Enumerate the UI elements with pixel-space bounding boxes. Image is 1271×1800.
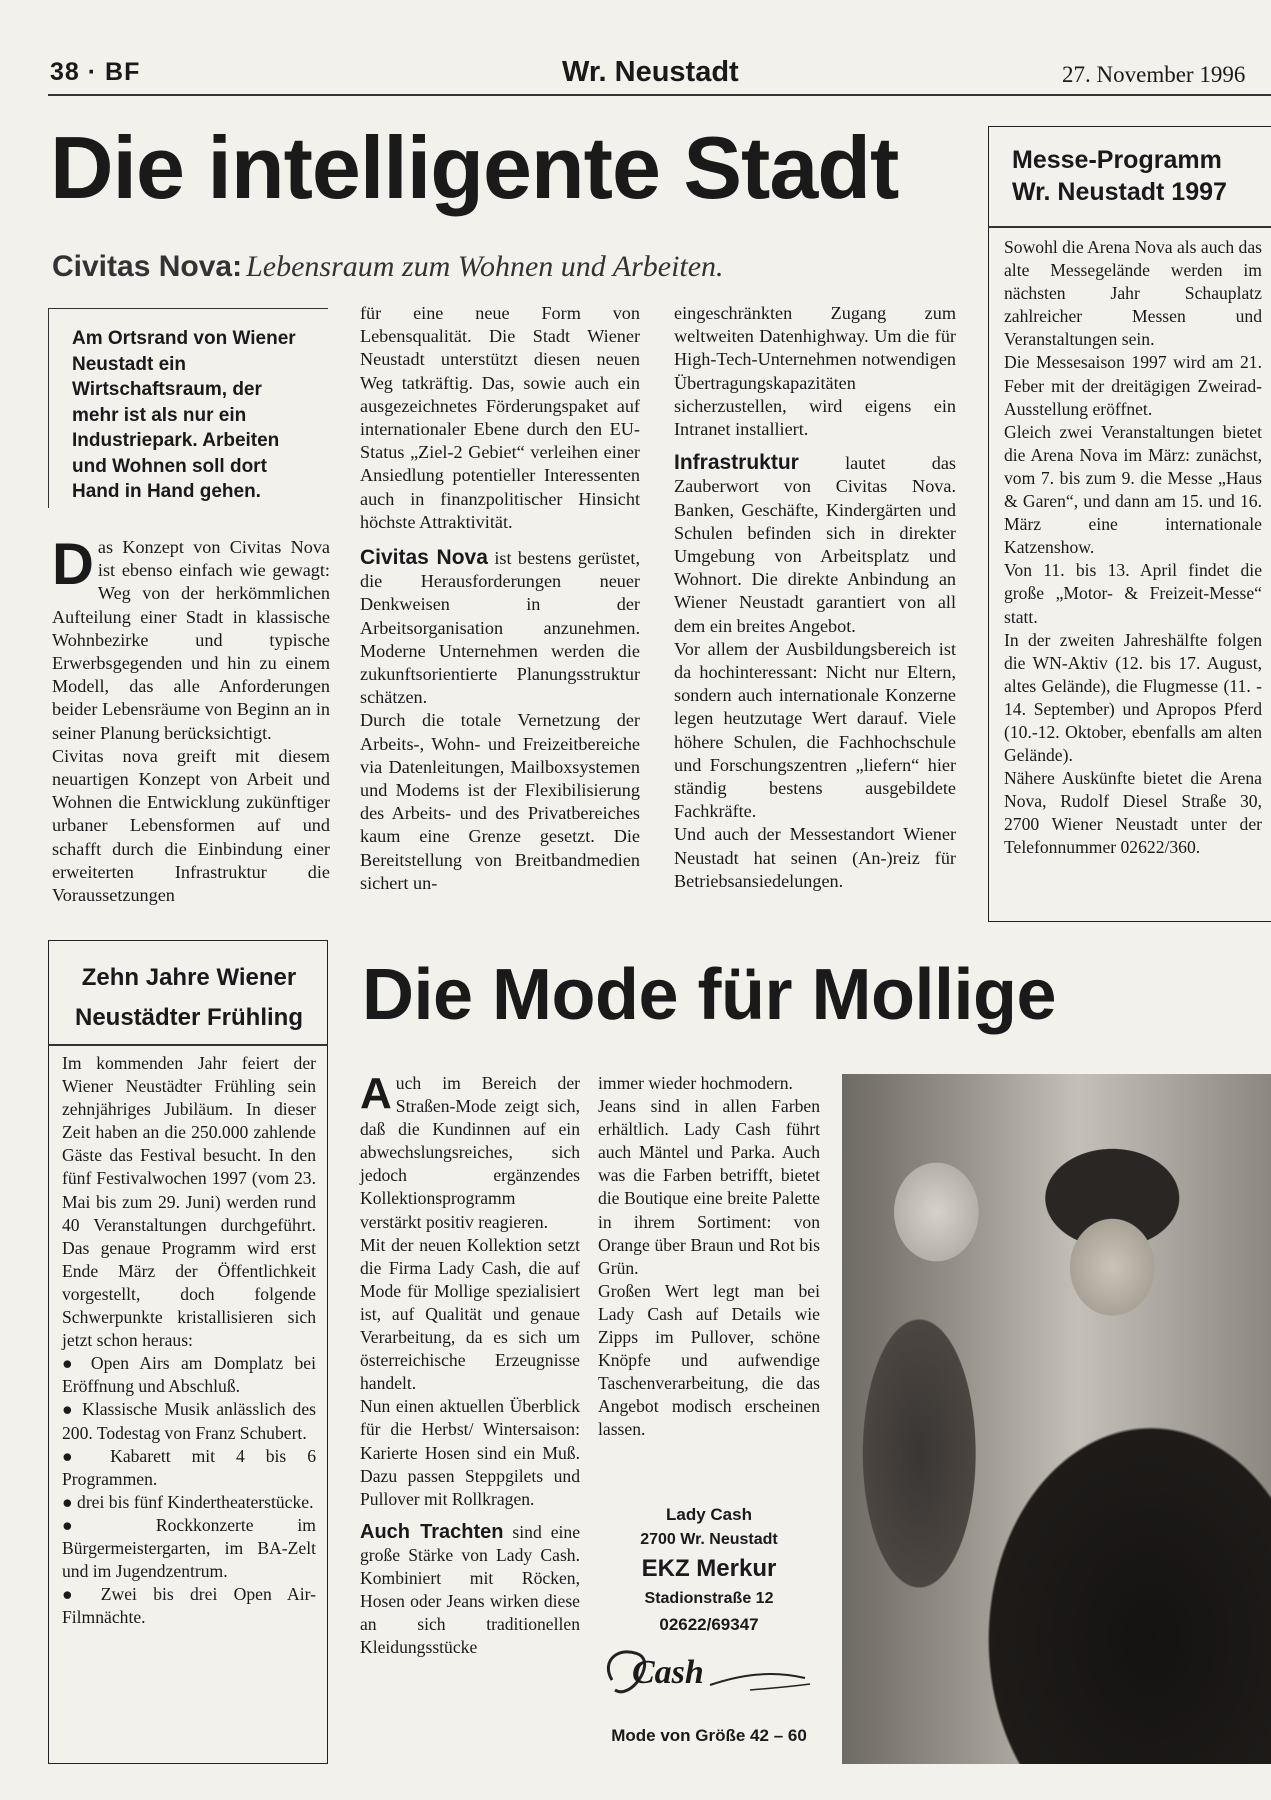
mode-column-2 xyxy=(598,1072,820,1442)
ad-phone: 02622/69347 xyxy=(659,1615,759,1634)
messe-para2: Die Messesaison 1997 wird am 21. Feber mit der dreitägigen Zweirad-Ausstellung eröffnet. xyxy=(1004,352,1262,419)
main-headline: Die intelligente Stadt xyxy=(50,118,899,217)
messe-title-rule xyxy=(988,226,1271,228)
mode-col2-para2: Jeans sind in allen Farben erhältlich. Lady Cash führt auch Mäntel und Parka. Auch was die Farben betrifft, bietet die Boutique eine breite Palette in ihrem Sortiment: von Orange über Braun und Rot bis Grün. xyxy=(598,1096,820,1278)
mode-col1-subhead: Auch Trachten xyxy=(360,1520,504,1543)
messe-para5: In der zweiten Jahreshälfte folgen die WN-Aktiv (12. bis 17. August, altes Gelände), die Flugmesse (11. - 14. September) und Apropos Pferd (10.-12. Oktober, ebenfalls am alten Gelände). xyxy=(1004,629,1262,766)
main-col2-para3: Durch die totale Vernetzung der Arbeits-, Wohn- und Freizeitbereiche via Datenleitungen, Mailboxsystemen und Modems ist der Flexibilisierung des Arbeits- und des Privatbereiches kaum eine Grenze gesetzt. Die Bereitstellung von Breitbandmedien sichert un- xyxy=(360,710,640,893)
main-col3-para2: Infrastruktur lautet das Zauberwort von Civitas Nova. Banken, Geschäfte, Kindergärten und Schulen befinden sich in direkter Umgebung von Arbeitsplatz und Wohnort. Die direkte Anbindung an Wiener Neustadt garantiert von all dem ein breites Angebot. xyxy=(674,451,956,636)
mode-col1-para3: Nun einen aktuellen Überblick für die Herbst/ Wintersaison: Karierte Hosen sind ein Muß. Dazu passen Steppgilets und Pullover mit Rollkragen. xyxy=(360,1396,580,1509)
ad-sizes: Mode von Größe 42 – 60 xyxy=(611,1726,807,1745)
ad-shop-name: Lady Cash xyxy=(666,1505,752,1524)
issue-date: 27. November 1996 xyxy=(1062,62,1246,87)
main-column-1 xyxy=(52,532,330,907)
mode-col1-para2: Mit der neuen Kollektion setzt die Firma Lady Cash, die auf Mode für Mollige spezialisiert ist, auf Qualität und genaue Verarbeitung, da es sich um österreichische Erzeugnisse handelt. xyxy=(360,1234,580,1394)
messe-box-text xyxy=(1004,236,1262,860)
lead-text: Am Ortsrand von Wiener Neustadt ein Wirtschaftsraum, der mehr ist als nur ein Industriepark. Arbeiten und Wohnen soll dort Hand in Hand gehen. xyxy=(72,328,296,502)
main-column-2 xyxy=(360,302,640,895)
messe-para1: Sowohl die Arena Nova als auch das alte Messegelände werden im nächsten Jahr Schauplatz zahlreicher Messen und Veranstaltungen sein. xyxy=(1004,237,1262,350)
fruehling-intro: Im kommenden Jahr feiert der Wiener Neustädter Frühling sein zehnjähriges Jubiläum. In dieser Zeit haben an die 250.000 zahlende Gäste das Festival besucht. In den fünf Festivalwochen 1997 (vom 23. Mai bis zum 29. Juni) werden rund 40 Veranstaltungen durchgeführt. Das genaue Programm wird erst Ende März der Öffentlichkeit vorgestellt, doch folgende Schwerpunkte kristallisieren sich jetzt schon heraus: xyxy=(62,1053,316,1351)
mode-col1-para1: Auch im Bereich der Straßen-Mode zeigt sich, daß die Kundinnen auf ein abwechslungsreiches, sich jedoch ergänzendes Kollektionsprogramm verstärkt positiv reagieren. xyxy=(360,1069,580,1232)
main-subtitle xyxy=(52,250,952,284)
main-col2-para1: für eine neue Form von Lebensqualität. Die Stadt Wiener Neustadt unterstützt diesen neuen Weg tatkräftig. Das, sowie auch ein ausgezeichnetes Förderungspaket auf internationaler Ebene durch den EU-Status „Ziel-2 Gebiet“ verleihen einer Ansiedlung potentieller Interessenten auch in finanzpolitischer Hinsicht höchste Attraktivität. xyxy=(360,303,640,532)
fruehling-title-rule xyxy=(48,1044,328,1046)
section-title: Wr. Neustadt xyxy=(562,56,739,88)
mode-dropcap: A xyxy=(360,1069,392,1118)
main-col2-para2: Civitas Nova ist bestens gerüstet, die Herausforderungen neuer Denkweisen in der Arbeitsorganisation anzunehmen. Moderne Unternehmen werden die zukunftsorientierte Planungsstruktur schätzen. xyxy=(360,546,640,708)
mode-column-1 xyxy=(360,1069,580,1659)
fruehling-bullet: ● drei bis fünf Kindertheaterstücke. xyxy=(62,1491,314,1512)
ad-center: EKZ Merkur xyxy=(641,1555,777,1582)
messe-box-title: Messe-Programm Wr. Neustadt 1997 xyxy=(1012,146,1227,206)
fruehling-bullet: ● Klassische Musik anlässlich des 200. Todestag von Franz Schubert. xyxy=(62,1399,317,1443)
fruehling-bullet: ● Open Airs am Domplatz bei Eröffnung und Abschluß. xyxy=(62,1353,316,1397)
subtitle-bold: Civitas Nova: xyxy=(52,250,243,283)
main-col3-para4: Und auch der Messestandort Wiener Neustadt hat seinen (An-)reiz für Betriebsansiedelungen. xyxy=(674,824,956,891)
main-column-3 xyxy=(674,302,956,893)
main-col3-para3: Vor allem der Ausbildungsbereich ist da hochinteressant: Nicht nur Eltern, sondern auch internationale Konzerne legen heutzutage Wert darauf. Viele höhere Schulen, die Fachhochschule und Forschungszentren „liefern“ hier ständig bestens ausgebildete Fachkräfte. xyxy=(674,638,956,822)
header-rule xyxy=(48,94,1271,96)
subtitle-italic: Lebensraum zum Wohnen und Arbeiten. xyxy=(246,250,724,283)
main-col1-para2: Civitas nova greift mit diesem neuartigen Konzept von Arbeit und Wohnen die Entwicklung zukünftiger urbaner Lebensformen auf und schafft durch die Einbindung einer erweiterten Infrastruktur die Voraussetzungen xyxy=(52,745,330,906)
messe-para6: Nähere Auskünfte bietet die Arena Nova, Rudolf Diesel Straße 30, 2700 Wiener Neustadt unter der Telefonnummer 02622/360. xyxy=(1004,768,1262,858)
ad-street: Stadionstraße 12 xyxy=(644,1590,774,1607)
main-col3-para1: eingeschränkten Zugang zum weltweiten Datenhighway. Um die für High-Tech-Unternehmen notwendigen Übertragungskapazitäten sicherzustellen, wird eigens ein Intranet installiert. xyxy=(674,303,956,440)
messe-para4: Von 11. bis 13. April findet die große „Motor- & Freizeit-Messe“ statt. xyxy=(1004,560,1262,627)
fruehling-bullet: ● Kabarett mit 4 bis 6 Programmen. xyxy=(62,1445,317,1489)
ad-logo xyxy=(600,1640,820,1710)
fashion-photo xyxy=(842,1074,1271,1764)
mode-headline: Die Mode für Mollige xyxy=(362,955,1057,1035)
mode-col1-para4: Auch Trachten sind eine große Stärke von Lady Cash. Kombiniert mit Röcken, Hosen oder Jeans wirken diese an sich traditionellen Kleidungsstücke xyxy=(360,1520,580,1658)
ad-block xyxy=(598,1502,820,1638)
fruehling-bullet: ● Rockkonzerte im Bürgermeistergarten, im BA-Zelt und im Jugendzentrum. xyxy=(62,1514,316,1582)
ad-logo-text: Cash xyxy=(632,1654,704,1691)
mode-col2-para1: immer wieder hochmodern. xyxy=(598,1073,793,1093)
mode-col2-para3: Großen Wert legt man bei Lady Cash auf Details wie Zipps im Pullover, schöne Knöpfe und aufwendige Taschenverarbeitung, die das Angebot modisch erscheinen lassen. xyxy=(598,1280,820,1440)
fruehling-box-text xyxy=(62,1052,316,1629)
fruehling-box-title: Zehn Jahre Wiener Neustädter Frühling xyxy=(74,964,303,1031)
main-col2-subhead: Civitas Nova xyxy=(360,546,488,570)
page-number: 38 · BF xyxy=(50,58,141,86)
main-col3-subhead: Infrastruktur xyxy=(674,451,799,475)
ad-city: 2700 Wr. Neustadt xyxy=(640,1531,778,1548)
main-col1-para1: Das Konzept von Civitas Nova ist ebenso einfach wie gewagt: Weg von der herkömmlichen Aufteilung einer Stadt in klassische Wohnbezirke und typische Erwerbsgegenden und hin zu einem Modell, das alle Anforderungen beider Lebensräume von Beginn an in seiner Planung berücksichtigt. xyxy=(52,532,330,743)
main-dropcap: D xyxy=(52,532,94,597)
fruehling-bullet: ● Zwei bis drei Open Air-Filmnächte. xyxy=(62,1584,316,1628)
messe-para3: Gleich zwei Veranstaltungen bietet die Arena Nova im März: zunächst, vom 7. bis zum 9. die Messe „Haus & Garen“, und dann am 15. und 16. März eine internationale Katzenshow. xyxy=(1004,421,1262,558)
